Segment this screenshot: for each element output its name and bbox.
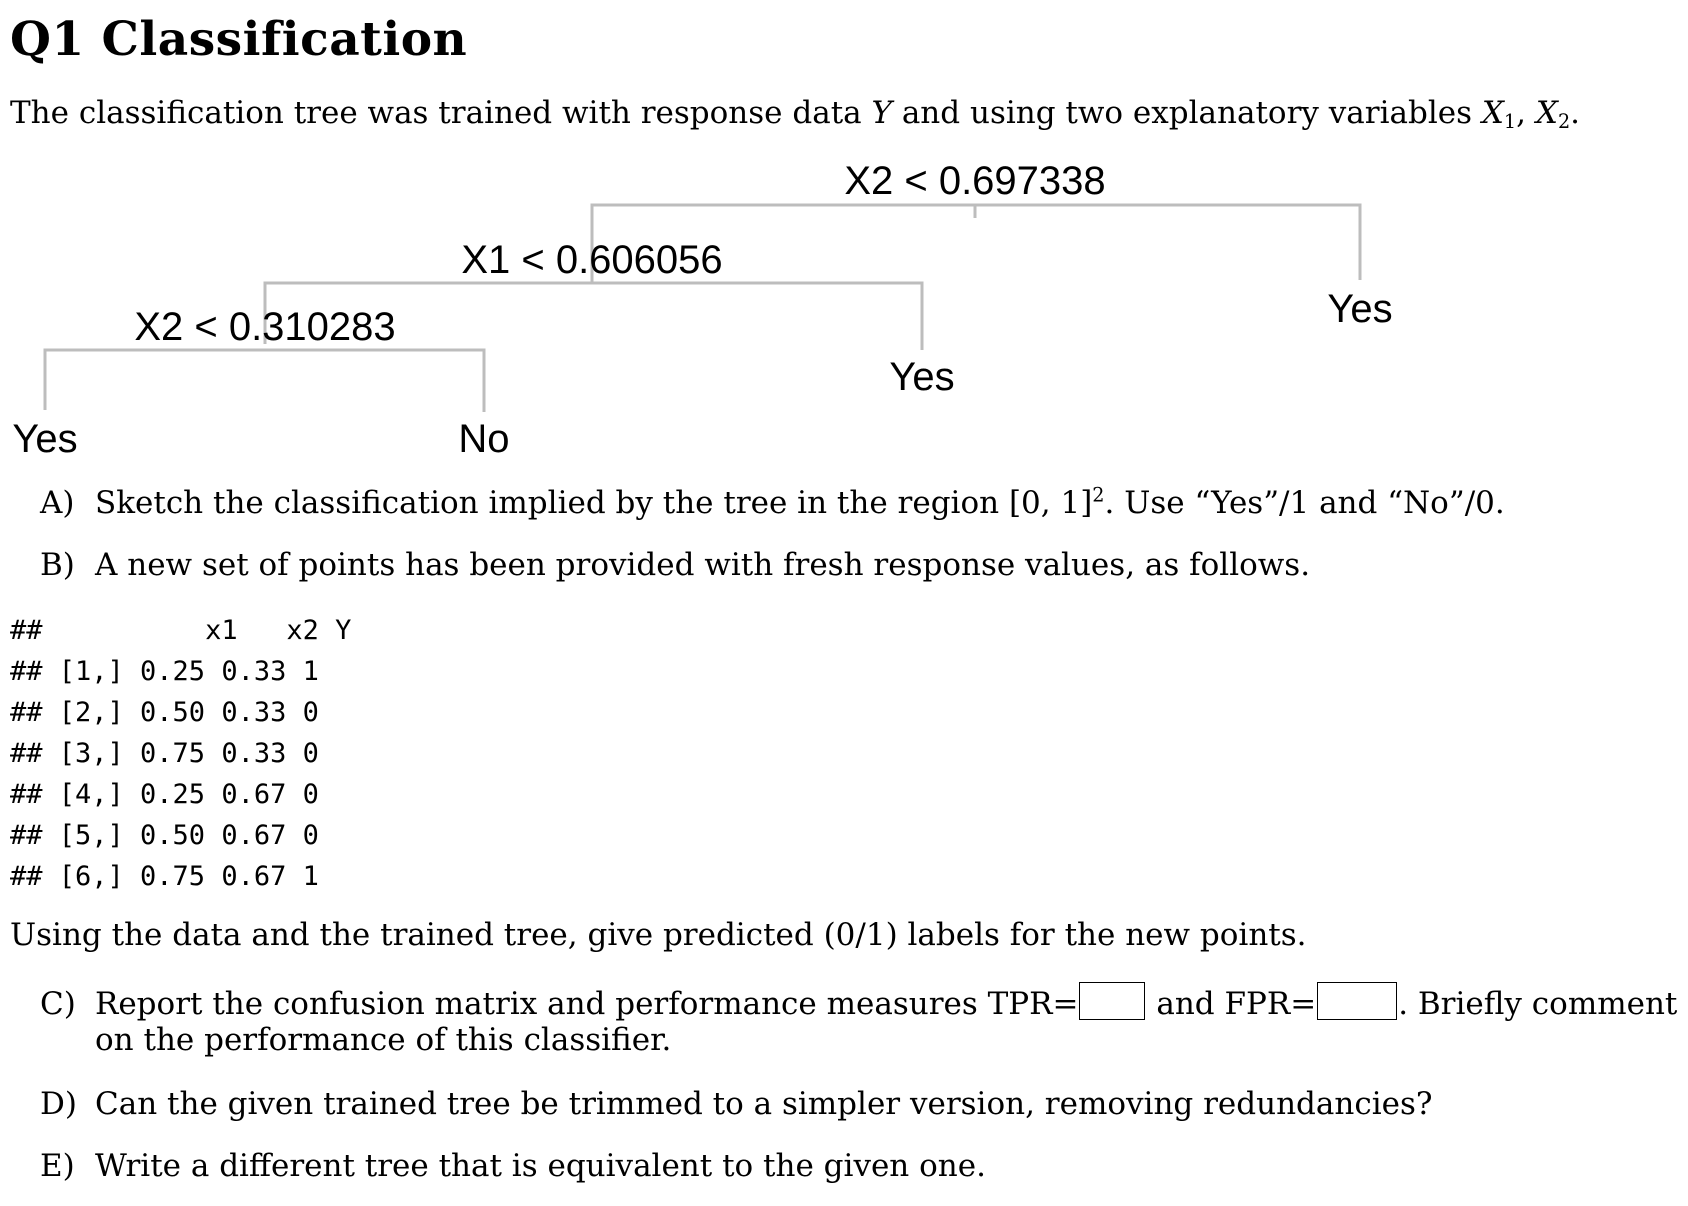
item-a-text-before: Sketch the classification implied by the tree in the region [0, 1]: [95, 485, 1093, 521]
code-line: ## [3,] 0.75 0.33 0: [10, 738, 319, 769]
tpr-answer-box[interactable]: [1079, 982, 1145, 1020]
intro-end: .: [1570, 95, 1581, 131]
item-c-text-before: Report the confusion matrix and performance measures TPR=: [95, 986, 1079, 1022]
item-a: [40, 485, 1505, 521]
left-left-split-label: X2 < 0.310283: [134, 305, 396, 349]
item-b-letter: B): [40, 547, 75, 583]
response-variable: Y: [871, 95, 892, 131]
code-line: ## x1 x2 Y: [10, 615, 352, 646]
root-split-label: X2 < 0.697338: [844, 159, 1106, 203]
code-line: ## [1,] 0.25 0.33 1: [10, 656, 319, 687]
intro-text: The classification tree was trained with response data: [10, 95, 862, 131]
item-e-text: Write a different tree that is equivalent to the given one.: [95, 1148, 986, 1184]
classification-tree-diagram: [0, 150, 1688, 460]
leaf-no-label: No: [458, 417, 510, 460]
code-line: ## [5,] 0.50 0.67 0: [10, 820, 319, 851]
item-e-letter: E): [40, 1148, 75, 1184]
intro-paragraph: [10, 95, 1580, 131]
intro-middle-text: and using two explanatory variables: [901, 95, 1472, 131]
item-a-text-after: . Use “Yes”/1 and “No”/0.: [1104, 485, 1505, 521]
item-c-text-after: . Briefly comment: [1398, 986, 1678, 1022]
item-b-text: A new set of points has been provided with fresh response values, as follows.: [95, 547, 1311, 583]
item-d-text: Can the given trained tree be trimmed to a simpler version, removing redundancies?: [95, 1086, 1433, 1122]
r-output-block: [10, 610, 351, 897]
variable-x2: $X_2$: [1535, 95, 1571, 133]
item-e: [40, 1148, 986, 1184]
variable-separator: ,: [1516, 95, 1526, 131]
code-line: ## [4,] 0.25 0.67 0: [10, 779, 319, 810]
item-a-superscript: 2: [1092, 483, 1105, 507]
leaf-left-right-label: Yes: [889, 355, 955, 399]
fpr-answer-box[interactable]: [1317, 982, 1397, 1020]
item-c-letter: C): [40, 986, 76, 1022]
item-b: [40, 547, 1310, 583]
item-a-letter: A): [40, 485, 75, 521]
code-line: ## [6,] 0.75 0.67 1: [10, 861, 319, 892]
item-d: [40, 1086, 1433, 1122]
item-d-letter: D): [40, 1086, 77, 1122]
page-title: Q1 Classification: [10, 12, 468, 67]
item-c-text-middle: and FPR=: [1156, 986, 1317, 1022]
left-split-label: X1 < 0.606056: [461, 238, 723, 282]
leaf-yes-label: Yes: [12, 417, 78, 460]
code-line: ## [2,] 0.50 0.33 0: [10, 697, 319, 728]
left-left-split-edge: [45, 350, 484, 412]
item-c-line2: on the performance of this classifier.: [95, 1022, 672, 1058]
leaf-right-label: Yes: [1327, 287, 1393, 331]
predict-instruction: Using the data and the trained tree, give predicted (0/1) labels for the new points.: [10, 917, 1307, 953]
variable-x1: $X_1$: [1481, 95, 1517, 133]
item-c: [40, 982, 1677, 1022]
